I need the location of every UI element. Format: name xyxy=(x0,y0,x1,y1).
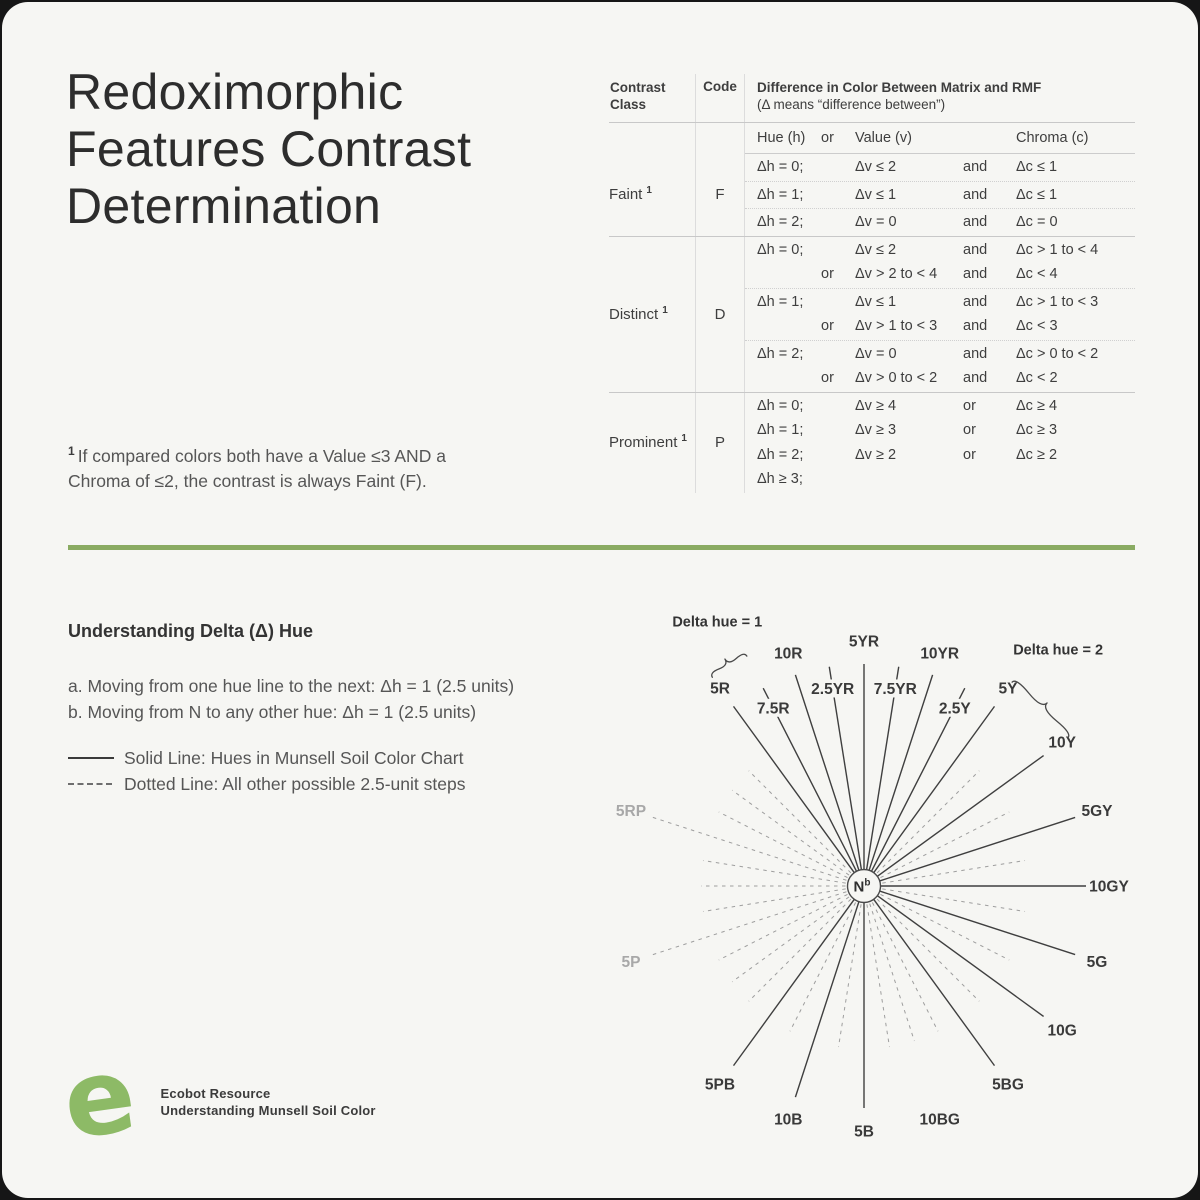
table-subheader-row xyxy=(609,123,1135,154)
delta-hue-annotation-2: Delta hue = 2 xyxy=(1013,642,1104,659)
hue-ray-10R xyxy=(795,675,859,870)
table-body xyxy=(609,154,1135,493)
cell-or xyxy=(821,290,855,315)
criteria-line xyxy=(757,366,1135,391)
green-divider xyxy=(68,545,1135,550)
cell-hue: Δh = 2; xyxy=(757,214,804,230)
cell-value: Δv > 1 to < 3 xyxy=(855,318,938,334)
hue-step-ray xyxy=(882,861,1025,884)
cell-value: Δv = 0 xyxy=(855,345,897,362)
cell-conj: and xyxy=(963,370,988,386)
hue-label-5YR: 5YR xyxy=(848,633,880,651)
cell-or: or xyxy=(821,370,834,386)
hue-label-10G: 10G xyxy=(1047,1022,1077,1040)
hue-ray-5G xyxy=(880,891,1075,955)
class-label: Distinct $^1$ xyxy=(609,304,668,323)
header-difference-line2: (Δ means “difference between”) xyxy=(757,97,946,112)
hue-label-5PB: 5PB xyxy=(704,1076,736,1094)
hue-label-5GY: 5GY xyxy=(1081,802,1113,820)
criteria-line xyxy=(757,314,1135,339)
legend-solid-text: Solid Line: Hues in Munsell Soil Color Chart xyxy=(124,747,464,768)
table-header-row xyxy=(609,74,1135,123)
cell-value: Δv > 2 to < 4 xyxy=(855,266,938,282)
hue-label-2.5Y: 2.5Y xyxy=(938,700,971,718)
criteria-line xyxy=(757,342,1135,367)
criteria-line xyxy=(757,183,1135,208)
cell-hue: Δh = 0; xyxy=(757,159,804,175)
cell-value: Δv ≤ 2 xyxy=(855,159,897,175)
criteria-line xyxy=(757,262,1135,287)
cell-value: Δv ≥ 2 xyxy=(855,446,897,463)
cell-value: Δv ≤ 2 xyxy=(855,241,897,258)
cell-hue: Δh = 0; xyxy=(757,397,804,414)
contrast-group-prominent xyxy=(609,392,1135,493)
criteria-line xyxy=(757,155,1135,180)
subheader-hue: Hue (h) xyxy=(757,130,806,146)
cell-or: or xyxy=(821,266,834,282)
criteria-line xyxy=(757,418,1135,443)
subheader-code-spacer xyxy=(695,123,745,154)
criteria-row xyxy=(745,208,1135,236)
class-label: Prominent $^1$ xyxy=(609,433,687,451)
hue-wheel-diagram xyxy=(559,582,1171,1190)
hue-step-ray xyxy=(882,889,1025,912)
criteria-line xyxy=(757,238,1135,263)
hue-label-10R: 10R xyxy=(774,645,803,663)
cell-chroma: Δc = 0 xyxy=(1016,214,1058,230)
hue-step-ray xyxy=(703,889,846,912)
hue-label-5G: 5G xyxy=(1086,954,1108,972)
cell-conj: and xyxy=(963,293,988,310)
header-contrast-class: Contrast Class xyxy=(610,80,666,112)
ecobot-e-icon: e xyxy=(55,1032,143,1164)
hue-step-ray xyxy=(749,771,851,873)
ecobot-logo xyxy=(55,1032,376,1164)
cell-value: Δv = 0 xyxy=(855,214,897,230)
cell-conj: and xyxy=(963,345,988,362)
cell-or: or xyxy=(821,318,834,334)
subheader-chroma: Chroma (c) xyxy=(1016,130,1089,146)
cell-hue xyxy=(757,314,821,339)
cell-chroma: Δc > 0 to < 2 xyxy=(1016,345,1099,362)
cell-value: Δv > 0 to < 2 xyxy=(855,370,938,386)
criteria-line xyxy=(757,467,1135,492)
cell-chroma xyxy=(1016,467,1135,492)
hue-step-ray xyxy=(877,899,979,1001)
hue-label-10B: 10B xyxy=(774,1111,803,1129)
header-code: Code xyxy=(695,74,745,122)
cell-or xyxy=(821,183,855,208)
hue-label-10GY: 10GY xyxy=(1089,878,1129,896)
footnote xyxy=(68,439,468,494)
cell-conj: and xyxy=(963,318,988,334)
hue-ray-5RP xyxy=(651,817,846,881)
footnote-text: If compared colors both have a Value ≤3 AND a Chroma of ≤2, the contrast is always Faint (F). xyxy=(68,445,446,491)
code-value: D xyxy=(695,237,745,392)
subheader-columns xyxy=(745,123,1135,154)
logo-line-1: Ecobot Resource xyxy=(160,1086,271,1101)
criteria-rows xyxy=(745,237,1135,392)
hue-label-5RP: 5RP xyxy=(615,802,647,820)
criteria-line xyxy=(757,443,1135,468)
section-item-a: a. Moving from one hue line to the next: Δh = 1 (2.5 units) xyxy=(68,676,515,696)
infographic-card xyxy=(2,2,1198,1198)
contrast-table xyxy=(609,74,1135,493)
hue-ray-5Y xyxy=(874,706,995,872)
title-line-3: Determination xyxy=(66,178,382,234)
title-line-1: Redoximorphic xyxy=(66,64,404,120)
legend-dashed-text: Dotted Line: All other possible 2.5-unit steps xyxy=(124,773,466,794)
hue-label-5BG: 5BG xyxy=(992,1076,1024,1094)
cell-chroma: Δc < 4 xyxy=(1016,266,1058,282)
criteria-line xyxy=(757,210,1135,235)
cell-chroma: Δc < 2 xyxy=(1016,370,1058,386)
code-value: F xyxy=(695,154,745,236)
hue-ray-5BG xyxy=(874,899,995,1065)
hue-ray-5R xyxy=(734,706,855,872)
section-heading: Understanding Delta (Δ) Hue xyxy=(68,621,313,641)
hue-step-ray xyxy=(703,861,846,884)
code-value: P xyxy=(695,393,745,493)
hue-step-ray xyxy=(749,899,851,1001)
solid-line-swatch xyxy=(68,757,114,759)
delta-hue-brace-1 xyxy=(712,654,747,677)
cell-value xyxy=(855,467,963,492)
cell-value: Δv ≤ 1 xyxy=(855,186,897,203)
cell-hue: Δh = 0; xyxy=(757,241,804,258)
cell-value: Δv ≥ 3 xyxy=(855,422,897,438)
hue-ray-10G xyxy=(877,896,1043,1017)
hue-step-ray xyxy=(839,904,862,1047)
criteria-row xyxy=(745,340,1135,392)
contrast-group-faint xyxy=(609,154,1135,236)
cell-conj: and xyxy=(963,186,988,203)
cell-or xyxy=(821,210,855,235)
cell-conj: and xyxy=(963,159,988,175)
legend-row-dashed xyxy=(68,771,465,797)
hue-ray-10YR xyxy=(869,675,933,870)
hue-label-2.5YR: 2.5YR xyxy=(811,680,855,698)
cell-conj xyxy=(963,467,1016,492)
cell-chroma: Δc < 3 xyxy=(1016,318,1058,334)
cell-conj: or xyxy=(963,422,976,438)
cell-chroma: Δc ≥ 3 xyxy=(1016,422,1058,438)
cell-hue: Δh = 2; xyxy=(757,345,804,362)
criteria-row xyxy=(745,237,1135,288)
delta-hue-brace-2 xyxy=(1012,681,1069,738)
cell-conj: and xyxy=(963,241,988,258)
subheader-conj-spacer xyxy=(963,130,1016,146)
hue-label-5Y: 5Y xyxy=(998,680,1018,698)
criteria-row xyxy=(745,154,1135,181)
hue-label-10Y: 10Y xyxy=(1048,734,1077,752)
hue-label-5P: 5P xyxy=(621,954,641,972)
title-line-2: Features Contrast xyxy=(66,121,472,177)
hue-ray-10B xyxy=(795,902,859,1097)
section-item-b: b. Moving from N to any other hue: Δh = 1 (2.5 units) xyxy=(68,701,477,722)
hue-ray-5PB xyxy=(734,899,855,1065)
criteria-row xyxy=(745,393,1135,493)
cell-conj: and xyxy=(963,266,988,282)
dashed-line-swatch xyxy=(68,783,112,785)
criteria-rows xyxy=(745,154,1135,236)
cell-or xyxy=(821,238,855,263)
cell-hue: Δh = 1; xyxy=(757,422,804,438)
cell-or xyxy=(821,418,855,443)
cell-hue: Δh = 1; xyxy=(757,186,804,203)
cell-or xyxy=(821,342,855,367)
cell-or xyxy=(821,467,855,492)
cell-conj: or xyxy=(963,446,976,463)
cell-hue: Δh = 2; xyxy=(757,446,804,463)
cell-hue: Δh ≥ 3; xyxy=(757,471,803,487)
logo-text xyxy=(161,1085,376,1119)
cell-value: Δv ≤ 1 xyxy=(855,293,897,310)
cell-hue: Δh = 1; xyxy=(757,293,804,310)
hue-step-ray xyxy=(867,904,890,1047)
hue-label-7.5R: 7.5R xyxy=(756,700,790,718)
subheader-value: Value (v) xyxy=(855,130,912,146)
header-difference xyxy=(745,74,1135,122)
criteria-rows xyxy=(745,393,1135,493)
cell-hue xyxy=(757,366,821,391)
criteria-row xyxy=(745,181,1135,209)
cell-conj: and xyxy=(963,214,988,230)
subheader-or: or xyxy=(821,130,834,146)
class-label: Faint $^1$ xyxy=(609,185,652,204)
cell-or xyxy=(821,443,855,468)
cell-or xyxy=(821,394,855,419)
hue-ray-5P xyxy=(651,892,846,956)
cell-chroma: Δc ≥ 2 xyxy=(1016,446,1058,463)
hue-label-10YR: 10YR xyxy=(920,645,960,663)
cell-chroma: Δc > 1 to < 4 xyxy=(1016,241,1099,258)
cell-or xyxy=(821,155,855,180)
logo-line-2: Understanding Munsell Soil Color xyxy=(160,1103,376,1118)
cell-hue xyxy=(757,262,821,287)
cell-value: Δv ≥ 4 xyxy=(855,397,897,414)
line-legend xyxy=(68,745,465,797)
hue-step-ray xyxy=(877,771,979,873)
criteria-line xyxy=(757,394,1135,419)
header-difference-line1: Difference in Color Between Matrix and RMF xyxy=(757,80,1042,95)
cell-chroma: Δc > 1 to < 3 xyxy=(1016,293,1099,310)
hue-label-10BG: 10BG xyxy=(919,1111,960,1129)
contrast-group-distinct xyxy=(609,236,1135,392)
legend-row-solid xyxy=(68,745,465,771)
hue-label-7.5YR: 7.5YR xyxy=(873,680,917,698)
cell-chroma: Δc ≤ 1 xyxy=(1016,159,1058,175)
hue-label-5R: 5R xyxy=(710,680,730,698)
neutral-hub-label: $N^b$ xyxy=(853,877,871,896)
cell-chroma: Δc ≥ 4 xyxy=(1016,397,1058,414)
hue-ray-5GY xyxy=(880,817,1075,881)
subheader-spacer xyxy=(609,123,695,154)
delta-hue-annotation-1: Delta hue = 1 xyxy=(672,614,763,631)
cell-conj: or xyxy=(963,397,976,414)
hue-ray-10Y xyxy=(877,756,1043,877)
criteria-line xyxy=(757,290,1135,315)
cell-chroma: Δc ≤ 1 xyxy=(1016,186,1058,203)
criteria-row xyxy=(745,288,1135,340)
footnote-marker: 1 xyxy=(68,444,75,458)
page-title xyxy=(66,64,471,235)
section-items xyxy=(68,674,514,725)
hue-label-5B: 5B xyxy=(854,1123,874,1141)
